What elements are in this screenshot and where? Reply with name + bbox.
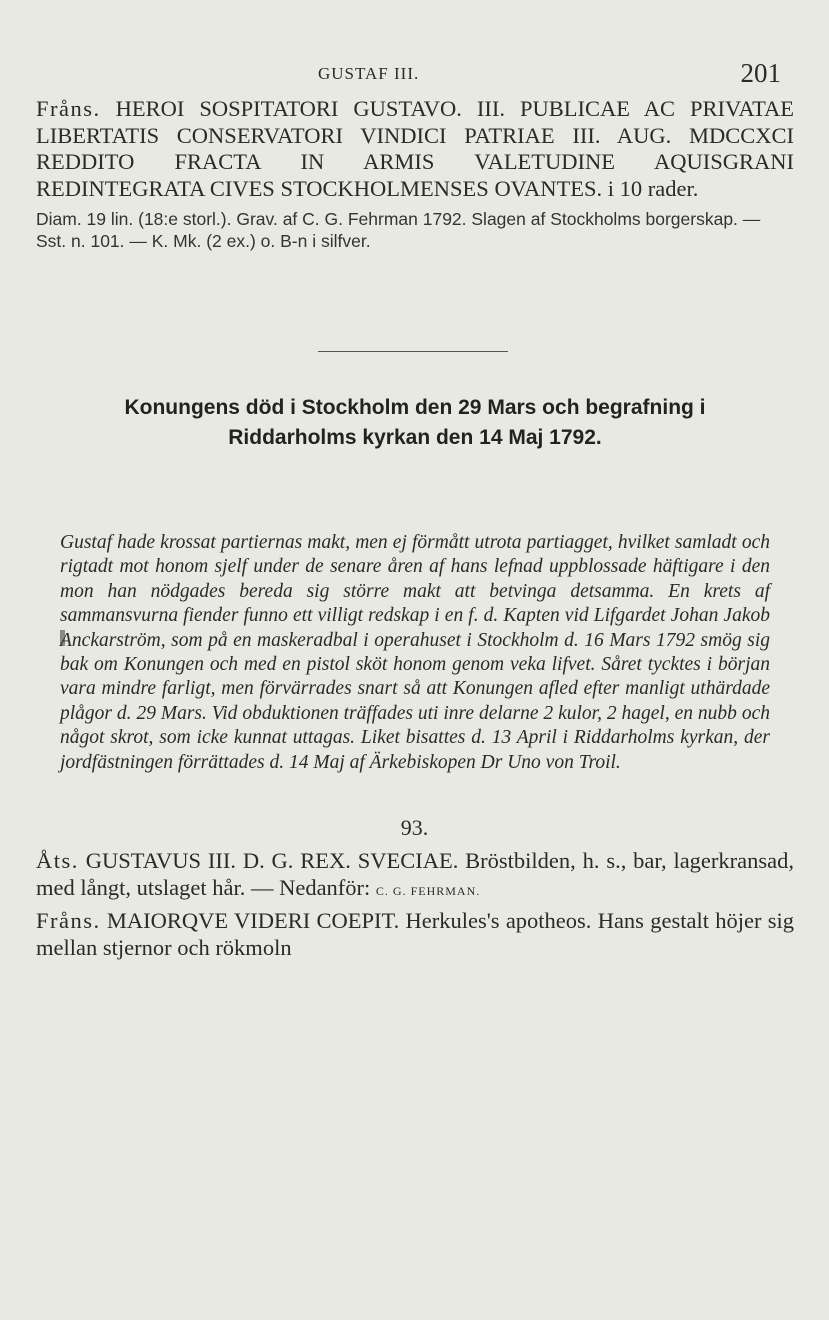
section-heading: Konungens död i Stockholm den 29 Mars och begrafning i Riddarholms kyrkan den 14 Maj 1792. — [124, 396, 706, 449]
exergue-text: C. G. FEHRMAN. — [375, 883, 481, 898]
entry-93-reverse — [36, 908, 794, 961]
reverse-label-93: Fråns. — [36, 908, 101, 933]
entry-number: 93. — [400, 815, 429, 840]
section-divider — [318, 351, 508, 352]
exergue-label: Nedanför: — [279, 874, 371, 900]
entry-92 — [36, 96, 794, 252]
section-narrative: Gustaf hade krossat partiernas makt, men ej förmått utrota partiagget, hvilket samladt och rigtadt mot honom sjelf under de senare åren af hans lefnad uppblossade häftigare i den mon han nödgades bereda sig större makt att betvinga detsamma. En krets af sammansvurna fiender funno ett villigt redskap i en f. d. Kapten vid Lifgardet Johan Jakob Anckarström, som på en maskeradbal i operahuset i Stockholm d. 16 Mars 1792 smög sig bak om Konungen och med en pistol sköt honom genom veka lifvet. Såret tycktes i början vara mindre farligt, men förvärrades snart så att Konungen afled efter manligt uthärdade plågor d. 29 Mars. Vid obduktionen träffades uti inre delarne 2 kulor, 2 hagel, en nubb och något skrot, som icke kunnat uttagas. Liket bisattes d. 13 April i Riddarholms kyrkan, der jordfästningen förrättades d. 14 Maj af Ärkebiskopen Dr Uno von Troil. — [60, 532, 770, 773]
entry-92-reverse — [36, 96, 794, 202]
page-header — [0, 58, 829, 98]
reverse-label: Fråns. — [36, 96, 101, 121]
obverse-label: Åts. — [36, 848, 79, 873]
entry-93-obverse — [36, 848, 794, 904]
obverse-inscription: GUSTAVUS III. D. G. REX. SVECIAE. Bröstbilden, h. s., bar, lagerkransad, med långt, utslaget hår. — — [36, 848, 795, 900]
entry-92-details: Diam. 19 lin. (18:e storl.). Grav. af C. G. Fehrman 1792. Slagen af Stockholms borgerskap. — Sst. n. 101. — K. Mk. (2 ex.) o. B-n i silfver. — [36, 209, 761, 251]
running-title: GUSTAF III. — [318, 64, 420, 83]
reverse-inscription-93: MAIORQVE VIDERI COEPIT. Herkules's apotheos. Hans gestalt höjer sig mellan stjernor och rökmoln — [36, 908, 794, 960]
entry-93 — [36, 848, 794, 961]
reverse-inscription: HEROI SOSPITATORI GUSTAVO. III. PUBLICAE AC PRIVATAE LIBERTATIS CONSERVATORI VINDICI PATRIAE III. AUG. MDCCXCI REDDITO FRACTA IN ARMIS VALETUDINE AQUISGRANI REDINTEGRATA CIVES STOCKHOLMENSES OVANTES. i 10 rader. — [36, 96, 795, 201]
page-number: 201 — [740, 58, 781, 88]
